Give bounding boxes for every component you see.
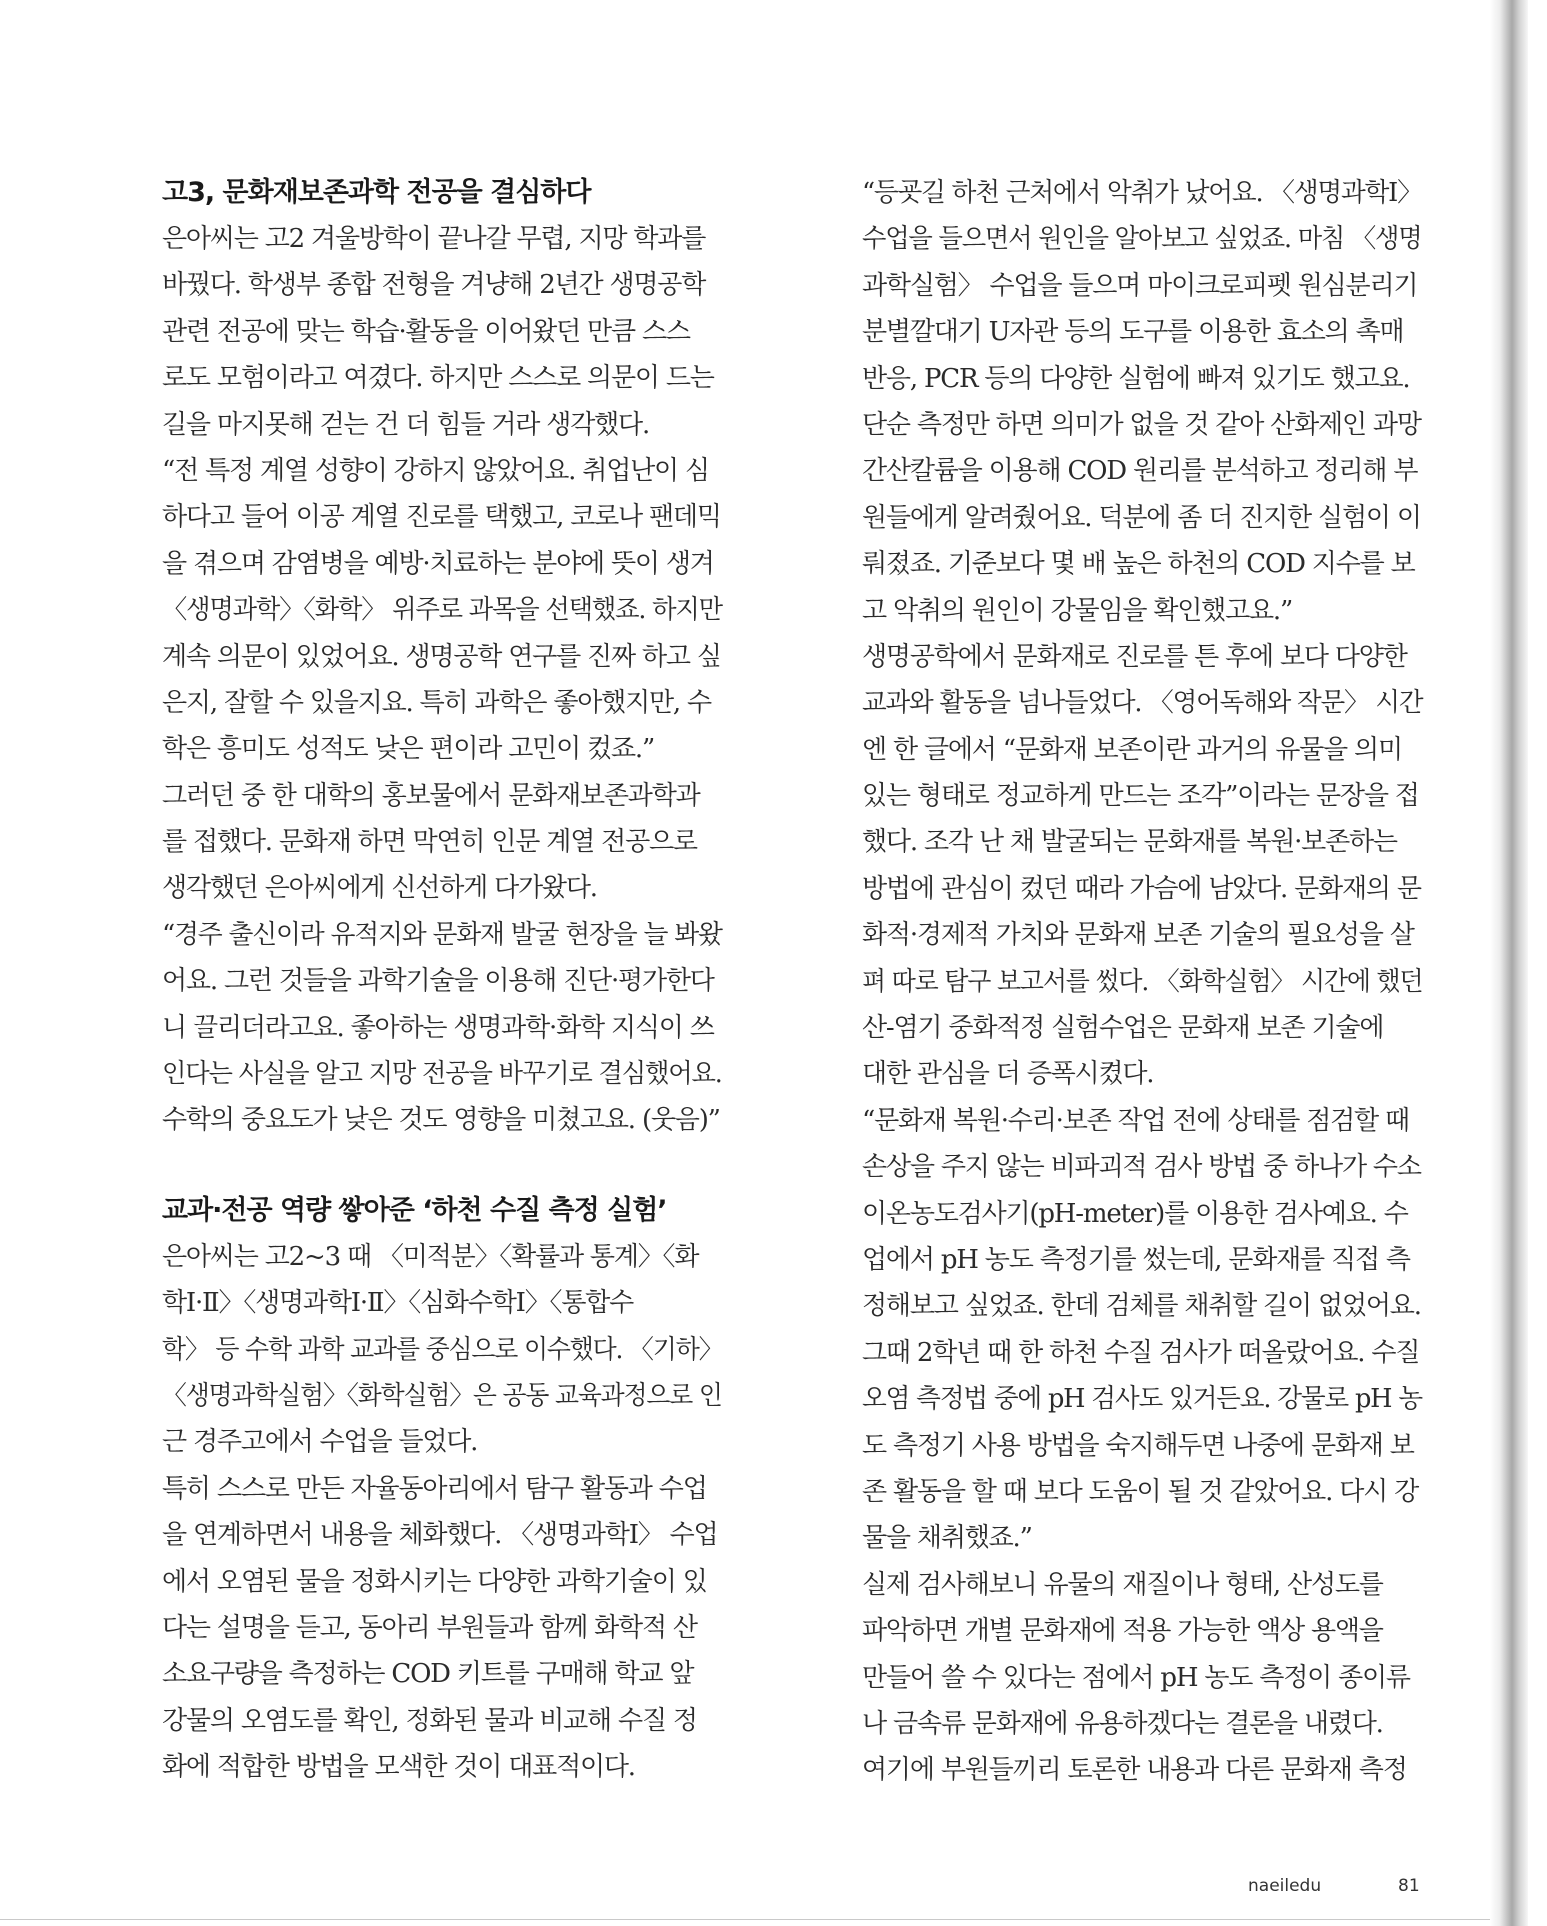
body-line: “전 특정 계열 성향이 강하지 않았어요. 취업난이 심 xyxy=(162,455,709,486)
body-line: 고 악취의 원인이 강물임을 확인했고요.” xyxy=(862,595,1293,626)
right-column xyxy=(862,170,1422,1794)
body-line: 에서 오염된 물을 정화시키는 다양한 과학기술이 있 xyxy=(162,1566,707,1597)
left-column xyxy=(162,170,722,1791)
body-line: 교과와 활동을 넘나들었다. 〈영어독해와 작문〉 시간 xyxy=(862,688,1423,719)
body-line: 방법에 관심이 컸던 때라 가슴에 남았다. 문화재의 문 xyxy=(862,873,1421,904)
body-line: 소요구량을 측정하는 COD 키트를 구매해 학교 앞 xyxy=(162,1659,694,1690)
body-line: 이온농도검사기(pH-meter)를 이용한 검사예요. 수 xyxy=(862,1198,1408,1229)
body-line: 생각했던 은아씨에게 신선하게 다가왔다. xyxy=(162,873,597,904)
body-line: 수업을 들으면서 원인을 알아보고 싶었죠. 마침 〈생명 xyxy=(862,224,1422,255)
body-line: 로도 모험이라고 여겼다. 하지만 스스로 의문이 드는 xyxy=(162,363,714,394)
body-line: 엔 한 글에서 “문화재 보존이란 과거의 유물을 의미 xyxy=(862,734,1402,765)
body-line: 분별깔대기 U자관 등의 도구를 이용한 효소의 촉매 xyxy=(862,317,1404,348)
body-line: 존 활동을 할 때 보다 도움이 될 것 같았어요. 다시 강 xyxy=(862,1476,1419,1507)
body-line: 생명공학에서 문화재로 진로를 튼 후에 보다 다양한 xyxy=(862,641,1407,672)
body-line: 은아씨는 고2 겨울방학이 끝나갈 무렵, 지망 학과를 xyxy=(162,224,706,254)
section-heading: 고3, 문화재보존과학 전공을 결심하다 xyxy=(162,177,591,208)
body-line: 을 연계하면서 내용을 체화했다. 〈생명과학Ⅰ〉 수업 xyxy=(162,1520,718,1551)
body-line: 파악하면 개별 문화재에 적용 가능한 액상 용액을 xyxy=(862,1616,1383,1647)
body-line: 계속 의문이 있었어요. 생명공학 연구를 진짜 하고 싶 xyxy=(162,641,721,672)
section-heading: 교과·전공 역량 쌓아준 ‘하천 수질 측정 실험’ xyxy=(162,1194,667,1226)
body-line: 다는 설명을 듣고, 동아리 부원들과 함께 화학적 산 xyxy=(162,1612,697,1643)
body-line: 그러던 중 한 대학의 홍보물에서 문화재보존과학과 xyxy=(162,780,700,811)
body-line: “문화재 복원·수리·보존 작업 전에 상태를 점검할 때 xyxy=(862,1105,1409,1136)
body-line: 물을 채취했죠.” xyxy=(862,1523,1032,1554)
body-line: 정해보고 싶었죠. 한데 검체를 채취할 길이 없었어요. xyxy=(862,1291,1421,1322)
body-line: 을 겪으며 감염병을 예방·치료하는 분야에 뜻이 생겨 xyxy=(162,548,714,579)
body-line: 니 끌리더라고요. 좋아하는 생명과학·화학 지식이 쓰 xyxy=(162,1012,714,1043)
page-curl-edge xyxy=(1490,0,1530,1926)
body-line: 〈생명과학실험〉〈화학실험〉은 공동 교육과정으로 인 xyxy=(162,1380,722,1411)
body-line: 화에 적합한 방법을 모색한 것이 대표적이다. xyxy=(162,1752,635,1783)
body-line: 뤄졌죠. 기준보다 몇 배 높은 하천의 COD 지수를 보 xyxy=(862,549,1415,580)
page-background xyxy=(1528,0,1547,1926)
body-line: 원들에게 알려줬어요. 덕분에 좀 더 진지한 실험이 이 xyxy=(862,502,1421,533)
body-line: 산-염기 중화적정 실험수업은 문화재 보존 기술에 xyxy=(862,1013,1384,1044)
magazine-name: naeiledu xyxy=(1248,1876,1322,1896)
body-line: 오염 측정법 중에 pH 검사도 있거든요. 강물로 pH 농 xyxy=(862,1384,1422,1415)
paragraph-block xyxy=(162,1234,722,1791)
body-line: “등굣길 하천 근처에서 악취가 났어요. 〈생명과학Ⅰ〉 xyxy=(862,178,1422,208)
body-line: 반응, PCR 등의 다양한 실험에 빠져 있기도 했고요. xyxy=(862,363,1410,394)
body-line: 손상을 주지 않는 비파괴적 검사 방법 중 하나가 수소 xyxy=(862,1152,1421,1183)
body-line: “경주 출신이라 유적지와 문화재 발굴 현장을 늘 봐왔 xyxy=(162,919,722,950)
body-line: 실제 검사해보니 유물의 재질이나 형태, 산성도를 xyxy=(862,1569,1383,1600)
body-line: 특히 스스로 만든 자율동아리에서 탐구 활동과 수업 xyxy=(162,1473,707,1504)
body-line: 학Ⅰ·Ⅱ〉〈생명과학Ⅰ·Ⅱ〉〈심화수학Ⅰ〉〈통합수 xyxy=(162,1288,634,1319)
body-line: 학〉 등 수학 과학 교과를 중심으로 이수했다. 〈기하〉 xyxy=(162,1334,723,1365)
page-number: 81 xyxy=(1398,1876,1420,1896)
body-line: 하다고 들어 이공 계열 진로를 택했고, 코로나 팬데믹 xyxy=(162,502,721,533)
body-line: 과학실험〉 수업을 들으며 마이크로피펫 원심분리기 xyxy=(862,270,1418,301)
body-line: 강물의 오염도를 확인, 정화된 물과 비교해 수질 정 xyxy=(162,1705,697,1736)
body-line: 학은 흥미도 성적도 낮은 편이라 고민이 컸죠.” xyxy=(162,734,655,765)
body-line: 근 경주고에서 수업을 들었다. xyxy=(162,1427,478,1458)
body-line: 만들어 쓸 수 있다는 점에서 pH 농도 측정이 종이류 xyxy=(862,1662,1410,1693)
body-line: 인다는 사실을 알고 지망 전공을 바꾸기로 결심했어요. xyxy=(162,1059,722,1090)
body-line: 은지, 잘할 수 있을지요. 특히 과학은 좋아했지만, 수 xyxy=(162,687,711,718)
body-line: 수학의 중요도가 낮은 것도 영향을 미쳤고요. (웃음)” xyxy=(162,1105,720,1136)
body-line: 어요. 그런 것들을 과학기술을 이용해 진단·평가한다 xyxy=(162,966,714,997)
body-line: 했다. 조각 난 채 발굴되는 문화재를 복원·보존하는 xyxy=(862,827,1397,858)
body-line: 단순 측정만 하면 의미가 없을 것 같아 산화제인 과망 xyxy=(862,409,1421,440)
body-line: 그때 2학년 때 한 하천 수질 검사가 떠올랐어요. 수질 xyxy=(862,1337,1420,1368)
body-line: 바꿨다. 학생부 종합 전형을 겨냥해 2년간 생명공학 xyxy=(162,270,706,301)
body-line: 펴 따로 탐구 보고서를 썼다. 〈화학실험〉 시간에 했던 xyxy=(862,966,1423,997)
body-line: 관련 전공에 맞는 학습·활동을 이어왔던 만큼 스스 xyxy=(162,316,690,347)
paragraph-block xyxy=(162,216,722,1144)
body-line: 여기에 부원들끼리 토론한 내용과 다른 문화재 측정 xyxy=(862,1755,1407,1786)
body-line: 나 금속류 문화재에 유용하겠다는 결론을 내렸다. xyxy=(862,1708,1383,1739)
body-line: 있는 형태로 정교하게 만드는 조각”이라는 문장을 접 xyxy=(862,781,1419,812)
body-line: 대한 관심을 더 증폭시켰다. xyxy=(862,1059,1154,1090)
body-line: 도 측정기 사용 방법을 숙지해두면 나중에 문화재 보 xyxy=(862,1430,1414,1461)
body-line: 화적·경제적 가치와 문화재 보존 기술의 필요성을 살 xyxy=(862,920,1414,951)
body-line: 〈생명과학〉〈화학〉 위주로 과목을 선택했죠. 하지만 xyxy=(162,595,722,626)
body-line: 를 접했다. 문화재 하면 막연히 인문 계열 전공으로 xyxy=(162,827,697,858)
body-line: 길을 마지못해 걷는 건 더 힘들 거라 생각했다. xyxy=(162,409,650,440)
body-line: 간산칼륨을 이용해 COD 원리를 분석하고 정리해 부 xyxy=(862,456,1418,487)
body-line: 은아씨는 고2~3 때 〈미적분〉〈확률과 통계〉〈화 xyxy=(162,1241,699,1272)
body-line: 업에서 pH 농도 측정기를 썼는데, 문화재를 직접 측 xyxy=(862,1244,1410,1275)
